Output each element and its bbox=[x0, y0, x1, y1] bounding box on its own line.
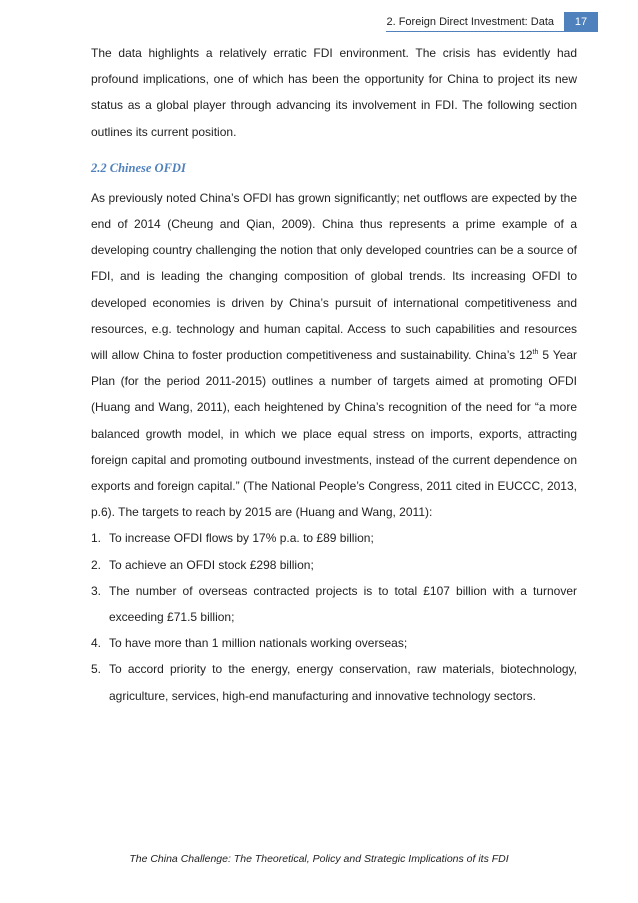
list-number: 1. bbox=[91, 531, 102, 546]
list-number: 3. bbox=[91, 583, 102, 598]
list-item bbox=[91, 552, 577, 578]
list-text: To achieve an OFDI stock £298 billion; bbox=[109, 557, 314, 572]
list-number: 4. bbox=[91, 636, 102, 651]
section-heading: 2.2 Chinese OFDI bbox=[91, 160, 186, 175]
list-text: To have more than 1 million nationals working overseas; bbox=[109, 636, 408, 651]
page-footer: The China Challenge: The Theoretical, Policy and Strategic Implications of its FDI bbox=[129, 853, 509, 865]
ofdi-paragraph-text-2: 5 Year Plan (for the period 2011-2015) outlines a number of targets aimed at promoting OFDI (Huang and Wang, 2011), each heightened by China’s recognition of the need for “a more balanced growth model, in which we place equal stress on imports, exports, attracting foreign capital and promoting outbound investments, instead of the current dependence on exports and foreign capital.” (The National People’s Congress, 2011 cited in EUCCC, 2013, p.6). The targets to reach by 2015 are (Huang and Wang, 2011): bbox=[91, 348, 577, 520]
list-text: The number of overseas contracted projects is to total £107 billion with a turnover exceeding £71.5 billion; bbox=[109, 583, 577, 625]
targets-list bbox=[91, 525, 577, 708]
page-body bbox=[91, 40, 577, 709]
page-header bbox=[386, 12, 598, 32]
ofdi-paragraph-text-1: As previously noted China’s OFDI has grown significantly; net outflows are expected by the end of 2014 (Cheung and Qian, 2009). China thus represents a prime example of a developing country challenging the notion that only developed countries can be a source of FDI, and is leading the changing composition of global trends. Its increasing OFDI to developed economies is driven by China’s pursuit of international competitiveness and resources, e.g. technology and human capital. Access to such capabilities and resources will allow China to foster production competitiveness and sustainability. China’s 12 bbox=[91, 190, 577, 363]
ofdi-paragraph bbox=[91, 185, 577, 526]
list-text: To increase OFDI flows by 17% p.a. to £89 billion; bbox=[109, 531, 374, 546]
ordinal-superscript: th bbox=[532, 349, 539, 357]
list-item bbox=[91, 525, 577, 551]
list-item bbox=[91, 630, 577, 656]
list-item bbox=[91, 656, 577, 708]
list-item bbox=[91, 578, 577, 630]
intro-paragraph: The data highlights a relatively erratic FDI environment. The crisis has evidently had profound implications, one of which has been the opportunity for China to project its new status as a global player through advancing its involvement in FDI. The following section outlines its current position. bbox=[91, 46, 577, 139]
list-text: To accord priority to the energy, energy conservation, raw materials, biotechnology, agriculture, services, high-end manufacturing and innovative technology sectors. bbox=[109, 662, 577, 703]
header-title: 2. Foreign Direct Investment: Data bbox=[386, 16, 564, 32]
list-number: 5. bbox=[91, 662, 102, 677]
list-number: 2. bbox=[91, 557, 102, 572]
page-number: 17 bbox=[564, 12, 598, 32]
